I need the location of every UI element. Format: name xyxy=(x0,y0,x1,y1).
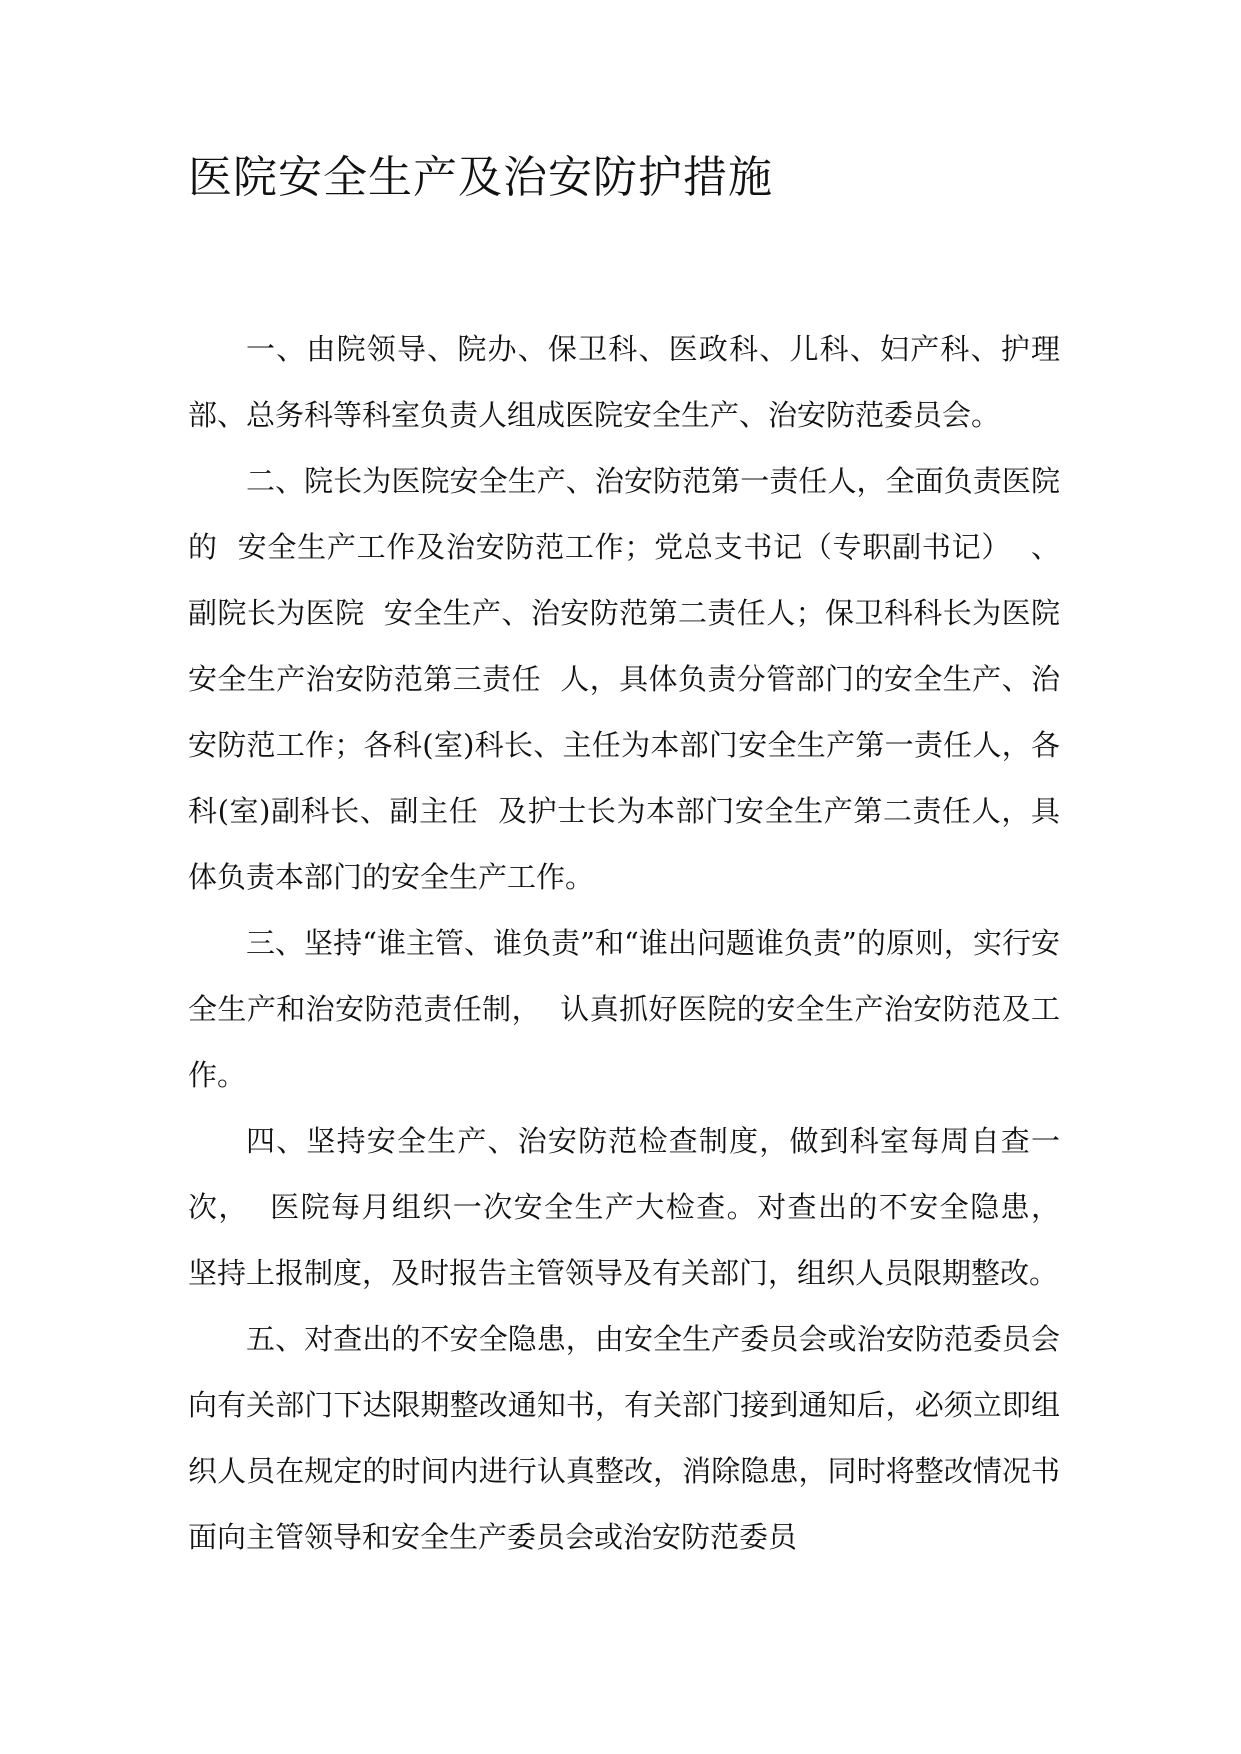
paragraph-2: 二、院长为医院安全生产、治安防范第一责任人，全面负责医院的 安全生产工作及治安防范工作；党总支书记（专职副书记） 、副院长为医院 安全生产、治安防范第二责任人；保卫科科长为医院安全生产治安防范第三责任 人，具体负责分管部门的安全生产、治安防范工作；各科(室)科长、主任为本部门安全生产第一责任人，各科(室)副科长、副主任 及护士长为本部门安全生产第二责任人，具体负责本部门的安全生产工作。 xyxy=(188,464,1060,894)
paragraph-5: 五、对查出的不安全隐患，由安全生产委员会或治安防范委员会向有关部门下达限期整改通知书，有关部门接到通知后，必须立即组织人员在规定的时间内进行认真整改，消除隐患，同时将整改情况书面向主管领导和安全生产委员会或治安防范委员 xyxy=(188,1322,1060,1554)
document-body xyxy=(188,316,1079,1570)
paragraph-3: 三、坚持“谁主管、谁负责”和“谁出问题谁负责”的原则，实行安全生产和治安防范责任制， 认真抓好医院的安全生产治安防范及工作。 xyxy=(188,926,1060,1092)
document-title: 医院安全生产及治安防护措施 xyxy=(188,152,773,203)
paragraph-4: 四、坚持安全生产、治安防范检查制度，做到科室每周自查一次， 医院每月组织一次安全生产大检查。对查出的不安全隐患， 坚持上报制度，及时报告主管领导及有关部门，组织人员限期整改。 xyxy=(188,1124,1079,1290)
paragraph-1: 一、由院领导、院办、保卫科、医政科、儿科、妇产科、护理部、总务科等科室负责人组成医院安全生产、治安防范委员会。 xyxy=(188,332,1060,432)
